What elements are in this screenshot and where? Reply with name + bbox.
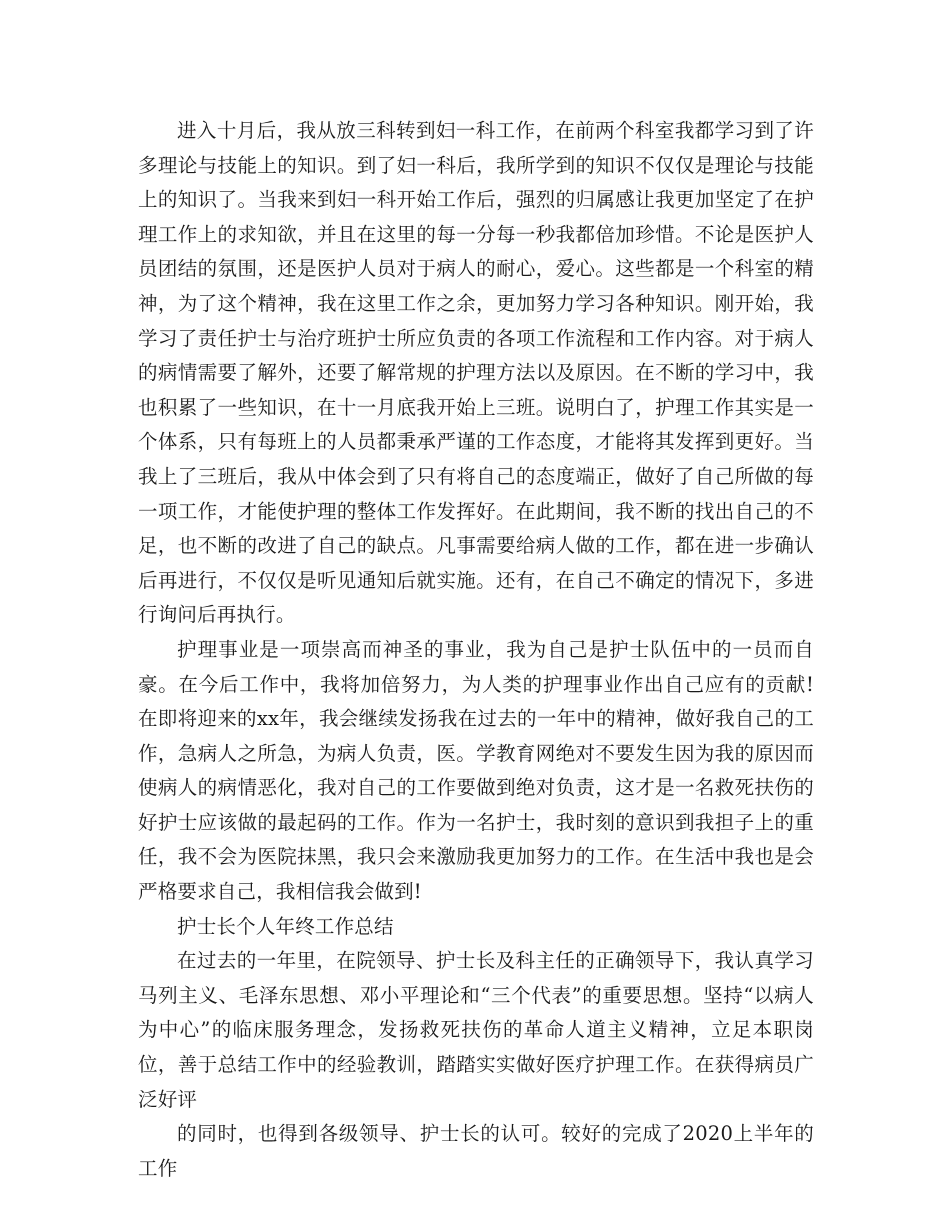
paragraph-4: 的同时，也得到各级领导、护士长的认可。较好的完成了2020上半年的工作 <box>138 1122 814 1180</box>
document-body <box>138 114 814 1186</box>
section-title: 护士长个人年终工作总结 <box>177 914 394 938</box>
paragraph-1: 进入十月后，我从放三科转到妇一科工作，在前两个科室我都学习到了许多理论与技能上的知识。到了妇一科后，我所学到的知识不仅仅是理论与技能上的知识了。当我来到妇一科开始工作后，强烈的归属感让我更加坚定了在护理工作上的求知欲，并且在这里的每一分每一秒我都倍加珍惜。不论是医护人员团结的氛围，还是医护人员对于病人的耐心，爱心。这些都是一个科室的精神，为了这个精神，我在这里工作之余，更加努力学习各种知识。刚开始，我学习了责任护士与治疗班护士所应负责的各项工作流程和工作内容。对于病人的病情需要了解外，还要了解常规的护理方法以及原因。在不断的学习中，我也积累了一些知识，在十一月底我开始上三班。说明白了，护理工作其实是一个体系，只有每班上的人员都秉承严谨的工作态度，才能将其发挥到更好。当我上了三班后，我从中体会到了只有将自己的态度端正，做好了自己所做的每一项工作，才能使护理的整体工作发挥好。在此期间，我不断的找出自己的不足，也不断的改进了自己的缺点。凡事需要给病人做的工作，都在进一步确认后再进行，不仅仅是听见通知后就实施。还有，在自己不确定的情况下，多进行询问后再执行。 <box>138 119 814 627</box>
paragraph-3: 在过去的一年里，在院领导、护士长及科主任的正确领导下，我认真学习马列主义、毛泽东思想、邓小平理论和“三个代表”的重要思想。坚持“以病人为中心”的临床服务理念，发扬救死扶伤的革命人道主义精神，立足本职岗位，善于总结工作中的经验教训，踏踏实实做好医疗护理工作。在获得病员广泛好评 <box>138 949 814 1111</box>
paragraph-2: 护理事业是一项崇高而神圣的事业，我为自己是护士队伍中的一员而自豪。在今后工作中，我将加倍努力，为人类的护理事业作出自己应有的贡献!在即将迎来的xx年，我会继续发扬我在过去的一年中的精神，做好我自己的工作，急病人之所急，为病人负责，医。学教育网绝对不要发生因为我的原因而使病人的病情恶化，我对自己的工作要做到绝对负责，这才是一名救死扶伤的好护士应该做的最起码的工作。作为一名护士，我时刻的意识到我担子上的重任，我不会为医院抹黑，我只会来激励我更加努力的工作。在生活中我也是会严格要求自己，我相信我会做到! <box>138 637 814 904</box>
